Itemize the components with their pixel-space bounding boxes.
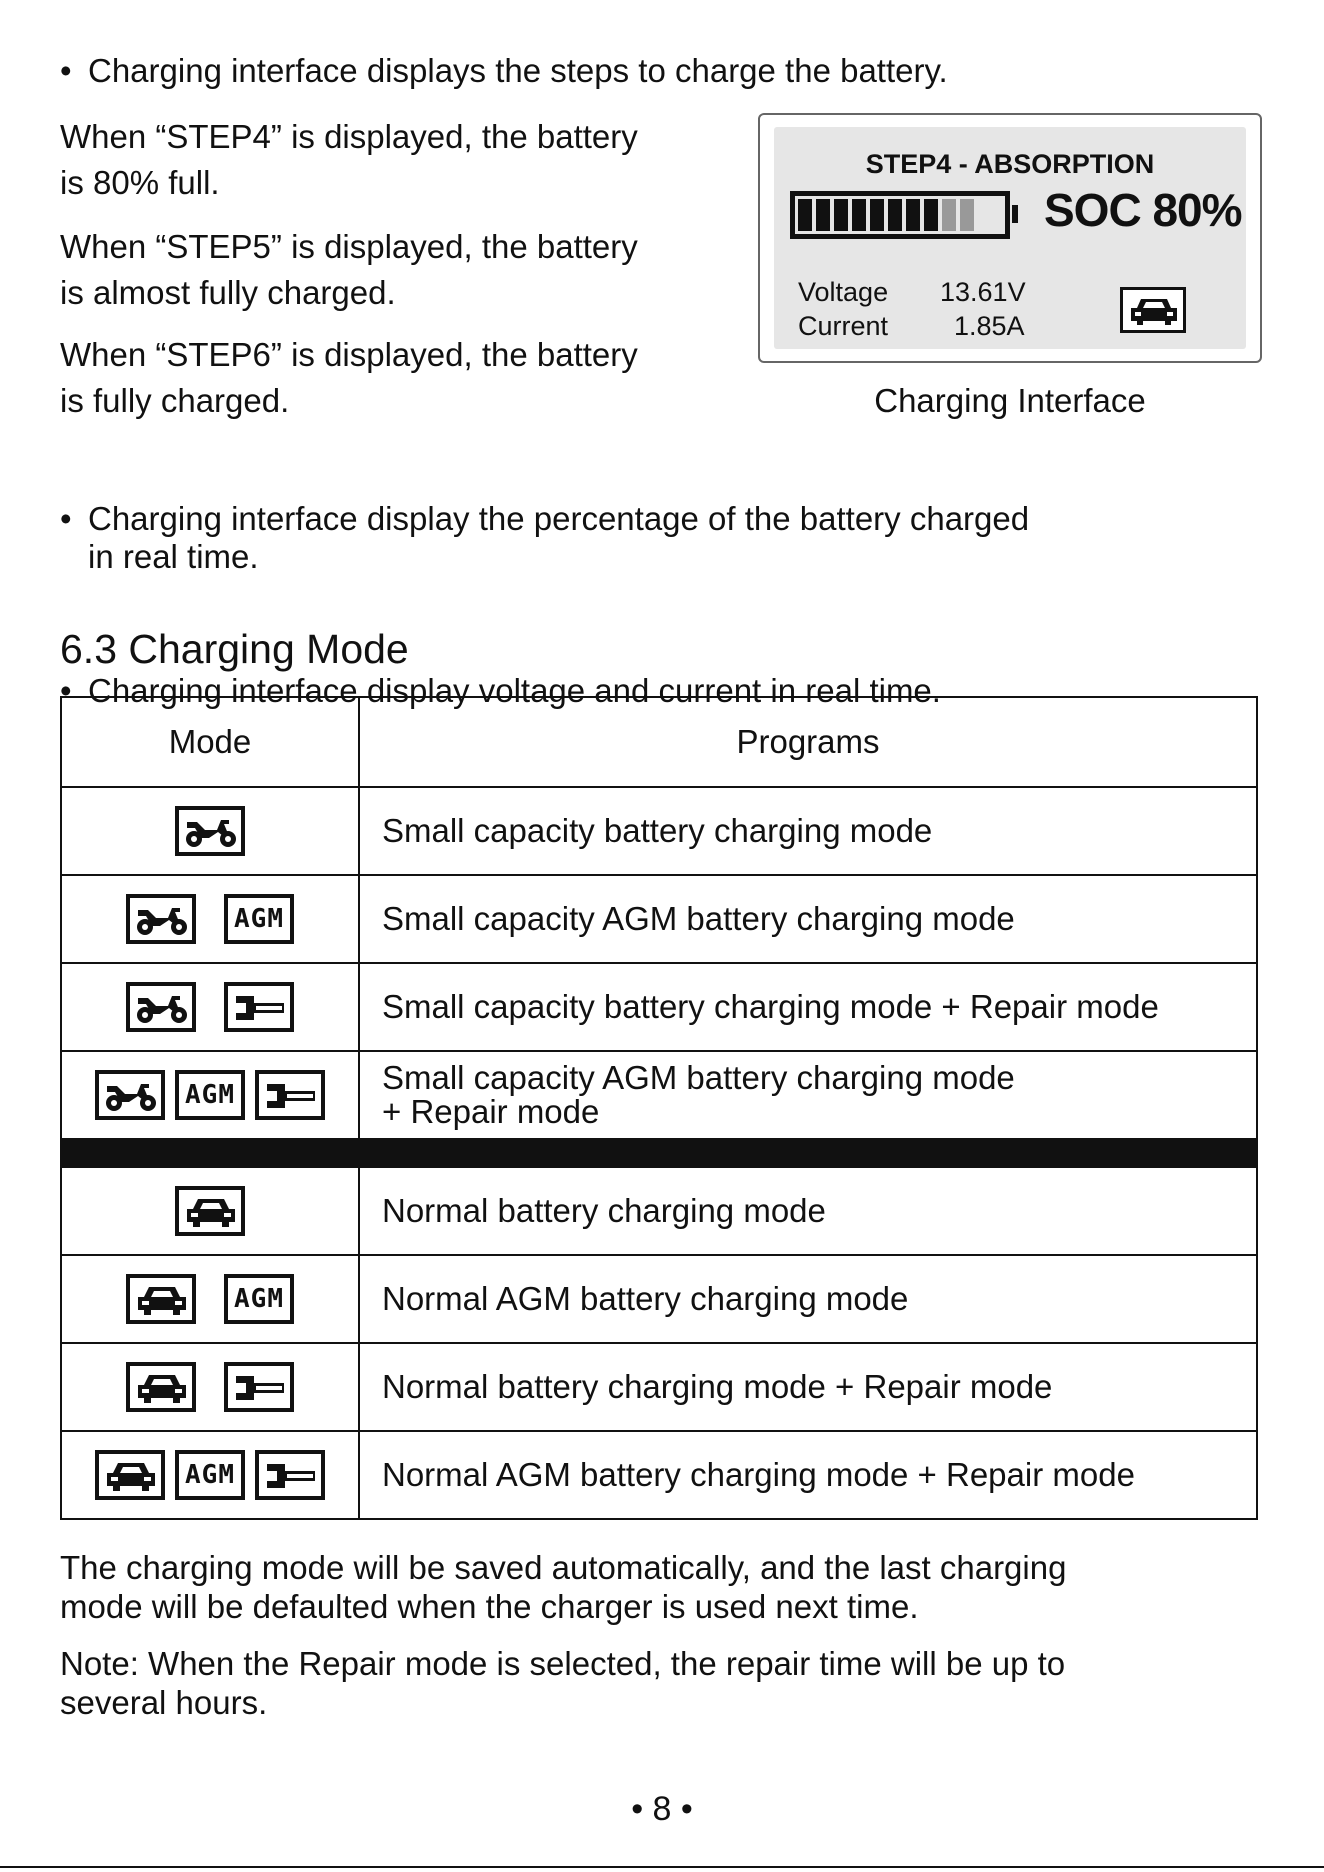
table-row [61,1343,1257,1431]
page-bottom-rule [0,1866,1324,1868]
program-text: Normal AGM battery charging mode [382,1280,909,1317]
program-text: Normal battery charging mode + Repair mode [382,1368,1053,1405]
lcd-step-title: STEP4 - ABSORPTION [865,149,1155,179]
table-row [61,1051,1257,1139]
mode-cell [61,1343,359,1431]
bullet-percentage: • Charging interface display the percentage of the battery charged in real time. [60,500,1324,576]
car-icon [126,1362,196,1412]
agm-icon [224,894,294,944]
program-text: Normal battery charging mode [382,1192,826,1229]
program-cell [359,1431,1257,1519]
header-mode: Mode [61,697,359,787]
lcd-caption: Charging Interface [874,382,1146,419]
table-divider [61,1139,1257,1167]
agm-icon-label: AGM [234,1284,284,1314]
saved-note: The charging mode will be saved automatically, and the last charging mode will be defaulted when the charger is used next time. [60,1549,1067,1625]
lcd-screen [774,127,1246,349]
motorcycle-icon [175,806,245,856]
mode-cell [61,787,359,875]
program-cell [359,963,1257,1051]
agm-icon-label: AGM [185,1080,235,1110]
car-icon [175,1186,245,1236]
mode-cell [61,1167,359,1255]
battery-segment-filled [924,199,938,231]
motorcycle-icon [126,894,196,944]
repair-icon [255,1450,325,1500]
battery-cap [1012,205,1018,223]
intro-bullet [60,48,1324,94]
current-value: 1.85A [954,311,1025,341]
battery-segment-filled [816,199,830,231]
charging-interface-display [758,113,1262,363]
battery-level-bar [790,191,1010,239]
repair-icon [224,982,294,1032]
battery-segment-filled [834,199,848,231]
table-row [61,1255,1257,1343]
battery-segment-filled [798,199,812,231]
repair-icon [224,1362,294,1412]
battery-segment-filled [888,199,902,231]
agm-icon [224,1274,294,1324]
motorcycle-icon [95,1070,165,1120]
car-icon [126,1274,196,1324]
charging-mode-table [60,696,1258,1520]
mode-cell [61,963,359,1051]
mode-cell [61,1255,359,1343]
page-number: • 8 • [631,1790,693,1828]
step6-text: When “STEP6” is displayed, the battery is fully charged. [60,336,638,419]
repair-icon [255,1070,325,1120]
mode-cell [61,875,359,963]
step-descriptions [60,114,720,424]
battery-segment-filled [852,199,866,231]
car-icon [95,1450,165,1500]
voltage-value: 13.61V [940,277,1026,307]
battery-segment-empty [942,199,956,231]
step4-text: When “STEP4” is displayed, the battery is 80% full. [60,118,638,201]
battery-segment-filled [870,199,884,231]
battery-segment-filled [906,199,920,231]
table-row [61,787,1257,875]
section-heading: 6.3 Charging Mode [60,626,409,672]
program-cell [359,1051,1257,1139]
car-icon [1120,287,1186,333]
program-text: Small capacity battery charging mode + Repair mode [382,988,1159,1025]
agm-icon-label: AGM [234,904,284,934]
table-header-row [61,697,1257,787]
soc-readout: SOC 80% [1044,184,1242,236]
table-row [61,1431,1257,1519]
agm-icon-label: AGM [185,1460,235,1490]
agm-icon [175,1070,245,1120]
repair-note: Note: When the Repair mode is selected, the repair time will be up to several hours. [60,1645,1066,1721]
table-row [61,963,1257,1051]
table-divider-row [61,1139,1257,1167]
table-row [61,875,1257,963]
bullet-voltage-current: • Charging interface display voltage and current in real time. [60,668,1324,714]
program-text: Normal AGM battery charging mode + Repair mode [382,1456,1135,1493]
program-cell [359,1343,1257,1431]
intro-bullet-text: Charging interface displays the steps to charge the battery. [88,52,948,89]
program-text: Small capacity battery charging mode [382,812,933,849]
program-cell [359,875,1257,963]
program-cell [359,1167,1257,1255]
program-cell [359,787,1257,875]
program-text: Small capacity AGM battery charging mode [382,900,1015,937]
agm-icon [175,1450,245,1500]
header-programs: Programs [359,697,1257,787]
voltage-label: Voltage [798,277,889,307]
table-row [61,1167,1257,1255]
program-text: Small capacity AGM battery charging mode [382,1059,1015,1096]
mode-cell [61,1051,359,1139]
mode-cell [61,1431,359,1519]
program-cell [359,1255,1257,1343]
battery-segment-empty [960,199,974,231]
program-text-continued: + Repair mode [382,1093,600,1130]
current-label: Current [798,311,889,341]
step5-text: When “STEP5” is displayed, the battery is almost fully charged. [60,228,638,311]
motorcycle-icon [126,982,196,1032]
